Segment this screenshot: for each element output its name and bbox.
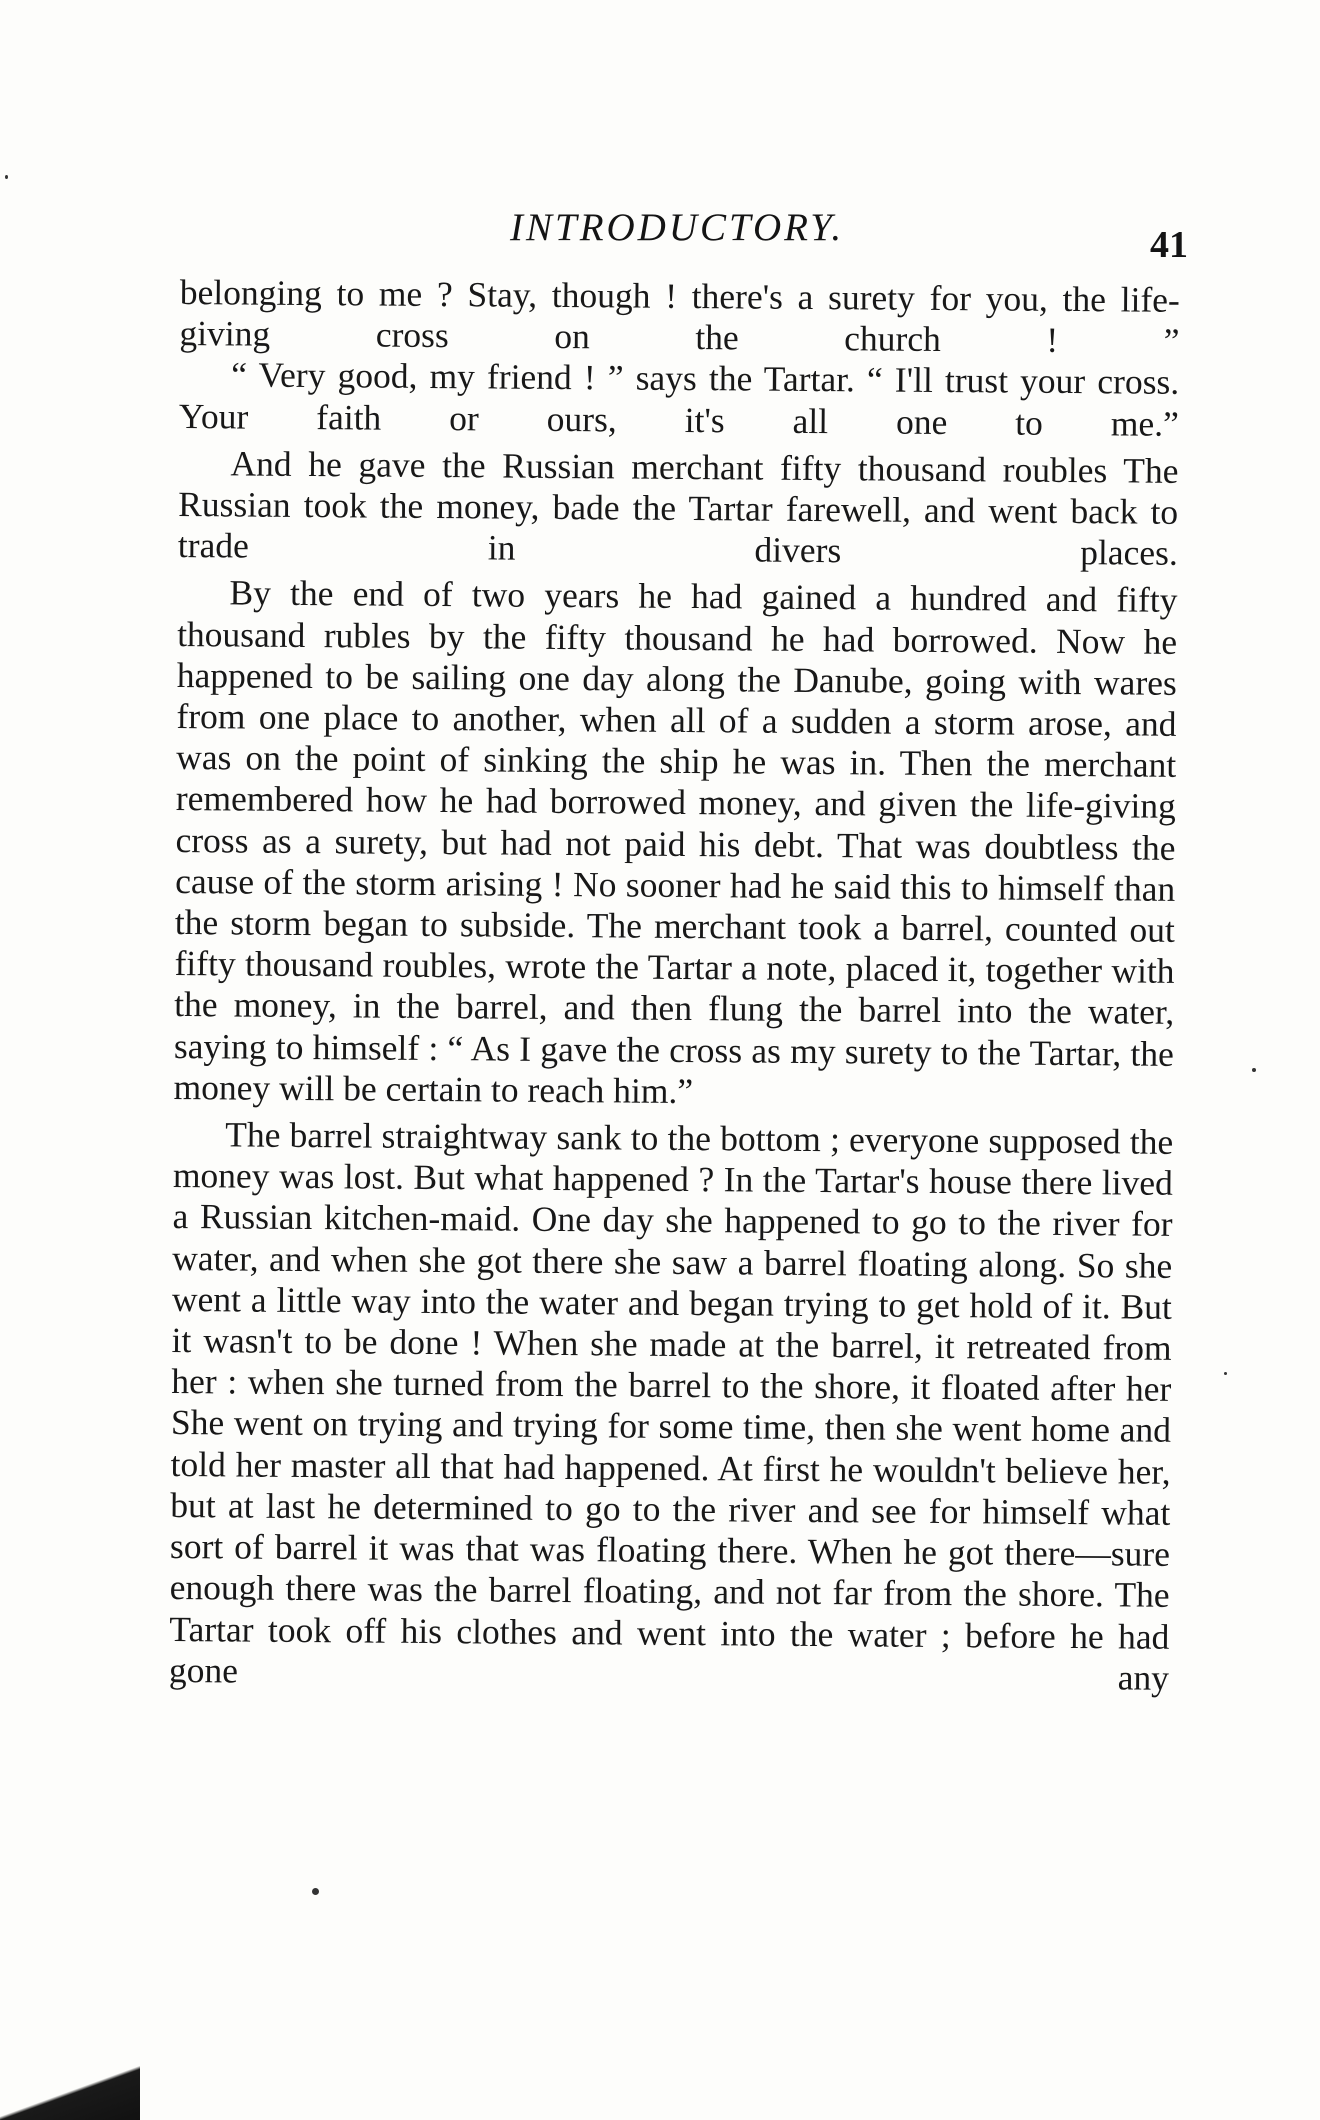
scan-speck (1252, 1068, 1256, 1072)
paragraph-5: The barrel straightway sank to the bottom ; everyone supposed the money was lost. But what happened ? In the Tartar's house there lived a Russian kitchen-maid. One day she happened to go to the river for water, and when she got there she saw a barrel floating along. So she went a little way into the water and began trying to get hold of it. But it wasn't to be done ! When she made at the barrel, it retreated from her : when she turned from the barrel to the shore, it floated after her She went on trying and trying for some time, then she went home and told her master all that had happened. At first he wouldn't believe her, but at last he determined to go to the river and see for himself what sort of barrel it was that was floating there. When he got there—sure enough there was the barrel floating, and not far from the shore. The Tartar took off his clothes and went into the water ; before he had gone any (168, 1114, 1174, 1698)
scan-shadow (0, 2050, 140, 2120)
scan-speck (1224, 1372, 1227, 1375)
running-head (180, 205, 1210, 265)
paragraph-4: By the end of two years he had gained a hundred and fifty thousand rubles by the fifty thousand he had borrowed. Now he happened to be sailing one day along the Danube, going with wares from one place to another, when all of a sudden a storm arose, and was on the point of sinking the ship he was in. Then the merchant remembered how he had borrowed money, and given the life-giving cross as a surety, but had not paid his debt. That was doubtless the cause of the storm arising ! No sooner had he said this to himself than the storm began to subside. The merchant took a barrel, counted out fifty thousand roubles, wrote the Tartar a note, placed it, together with the money, in the barrel, and then flung the barrel into the water, saying to himself : “ As I gave the cross as my surety to the Tartar, the money will be certain to reach him.” (173, 572, 1178, 1111)
scan-speck (312, 1888, 319, 1895)
scan-speck (5, 175, 8, 179)
paragraph-2: “ Very good, my friend ! ” says the Tartar. “ I'll trust your cross. Your faith or ours, it's all one to me.” (178, 354, 1180, 444)
paragraph-1: belonging to me ? Stay, though ! there's a surety for you, the life-giving cross on the church ! ” (179, 272, 1180, 362)
body-text (169, 272, 1180, 1699)
running-title: INTRODUCTORY. (510, 206, 845, 249)
page-number: 41 (1150, 224, 1188, 266)
paragraph-3: And he gave the Russian merchant fifty thousand roubles The Russian took the money, bade the Tartar farewell, and went back to trade in divers places. (177, 443, 1179, 574)
